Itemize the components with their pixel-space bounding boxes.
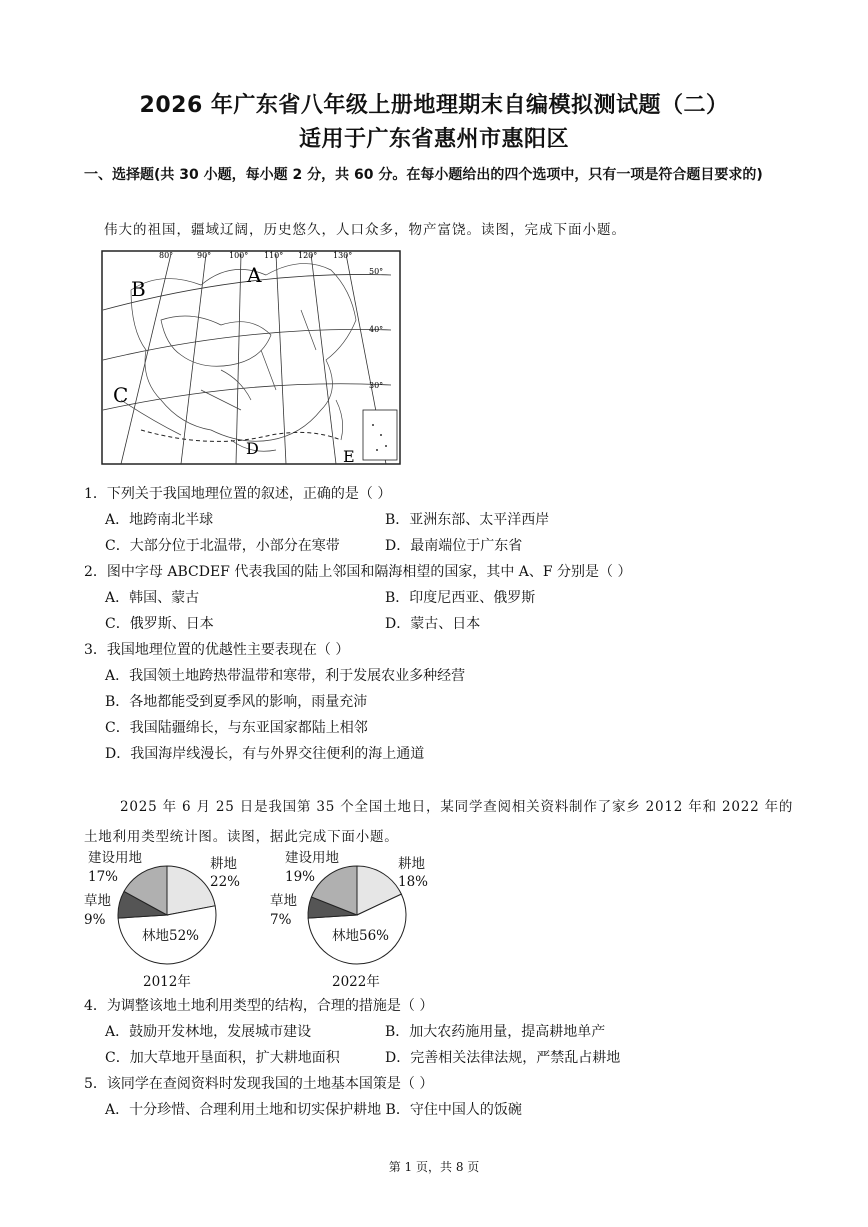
- pie-chart-2022: [306, 864, 408, 966]
- page-footer: 第 1 页，共 8 页: [388, 1160, 480, 1174]
- map-letter-a: A: [247, 263, 262, 287]
- question-5-stem: 5．该同学在查阅资料时发现我国的土地基本国策是（ ）: [84, 1076, 434, 1092]
- pie1-label-jianshe: 建设用地: [88, 850, 142, 866]
- lat-label: 30°: [369, 381, 384, 390]
- map-letter-b: B: [131, 277, 146, 301]
- group2-intro: 2025 年 6 月 25 日是我国第 35 个全国土地日，某同学查阅相关资料制作了家乡 2012 年和 2022 年的土地利用类型统计图。读图，据此完成下面小题。: [84, 799, 794, 845]
- question-2-stem: 2．图中字母 ABCDEF 代表我国的陆上邻国和隔海相望的国家，其中 A、F 分别是（ ）: [84, 564, 632, 580]
- q2-option-c: C．俄罗斯、日本: [105, 616, 214, 632]
- q2-option-a: A．韩国、蒙古: [105, 590, 200, 606]
- q4-option-d: D．完善相关法律法规，严禁乱占耕地: [385, 1050, 621, 1066]
- question-3-stem: 3．我国地理位置的优越性主要表现在（ ）: [84, 642, 350, 658]
- q4-option-c: C．加大草地开垦面积，扩大耕地面积: [105, 1050, 340, 1066]
- q1-option-d: D．最南端位于广东省: [385, 538, 523, 554]
- question-1-stem: 1．下列关于我国地理位置的叙述，正确的是（ ）: [84, 486, 392, 502]
- q1-option-c: C．大部分位于北温带，小部分在寒带: [105, 538, 340, 554]
- pie2-label-gengdi: 耕地: [398, 856, 425, 872]
- pie2-label-jianshe: 建设用地: [285, 850, 339, 866]
- q4-option-b: B．加大农药施用量，提高耕地单产: [385, 1024, 606, 1040]
- pie2-pct-jianshe: 19%: [285, 869, 316, 885]
- china-map: [101, 250, 401, 465]
- pie1-label-gengdi: 耕地: [210, 856, 237, 872]
- q5-option-ab: A．十分珍惜、合理利用土地和切实保护耕地 B．守住中国人的饭碗: [105, 1102, 522, 1118]
- lon-label: 90°: [197, 251, 212, 260]
- map-letter-d: D: [246, 439, 259, 458]
- q4-option-a: A．鼓励开发林地，发展城市建设: [105, 1024, 312, 1040]
- pie-chart-2012: [116, 864, 218, 966]
- q3-option-c: C．我国陆疆绵长，与东亚国家都陆上相邻: [105, 720, 368, 736]
- section-heading: 一、选择题(共 30 小题，每小题 2 分，共 60 分。在每小题给出的四个选项中，只有一项是符合题目要求的): [84, 167, 763, 183]
- lat-label: 40°: [369, 325, 384, 334]
- q1-option-b: B．亚洲东部、太平洋西岸: [385, 512, 550, 528]
- lon-label: 130°: [333, 251, 353, 260]
- lon-label: 80°: [159, 251, 174, 260]
- pie1-label-caodi: 草地: [84, 893, 111, 909]
- pie2-label-caodi: 草地: [270, 893, 297, 909]
- pie1-label-lindi: 林地52%: [142, 928, 200, 944]
- pie2-label-lindi: 林地56%: [332, 928, 390, 944]
- pie2-pct-gengdi: 18%: [398, 874, 429, 890]
- q2-option-b: B．印度尼西亚、俄罗斯: [385, 590, 536, 606]
- pie2-title: 2022年: [332, 974, 380, 990]
- pie2-pct-caodi: 7%: [270, 912, 292, 928]
- q3-option-a: A．我国领土地跨热带温带和寒带，利于发展农业多种经营: [105, 668, 466, 684]
- q3-option-b: B．各地都能受到夏季风的影响，雨量充沛: [105, 694, 368, 710]
- lon-label: 120°: [298, 251, 318, 260]
- q1-option-a: A．地跨南北半球: [105, 512, 214, 528]
- lon-label: 100°: [229, 251, 249, 260]
- question-4-stem: 4．为调整该地土地利用类型的结构，合理的措施是（ ）: [84, 998, 434, 1014]
- page-subtitle: 适用于广东省惠州市惠阳区: [298, 127, 569, 152]
- pie1-pct-jianshe: 17%: [88, 869, 119, 885]
- group1-intro: 伟大的祖国，疆域辽阔，历史悠久，人口众多，物产富饶。读图，完成下面小题。: [104, 222, 626, 238]
- lon-label: 110°: [264, 251, 284, 260]
- pie1-pct-gengdi: 22%: [210, 874, 241, 890]
- q2-option-d: D．蒙古、日本: [385, 616, 481, 632]
- map-letter-c: C: [113, 383, 129, 407]
- lat-label: 50°: [369, 267, 384, 276]
- page-title: 2026 年广东省八年级上册地理期末自编模拟测试题（二）: [139, 93, 729, 118]
- pie1-pct-caodi: 9%: [84, 912, 106, 928]
- pie1-title: 2012年: [143, 974, 191, 990]
- map-letter-e: E: [343, 447, 355, 465]
- q3-option-d: D．我国海岸线漫长，有与外界交往便利的海上通道: [105, 746, 425, 762]
